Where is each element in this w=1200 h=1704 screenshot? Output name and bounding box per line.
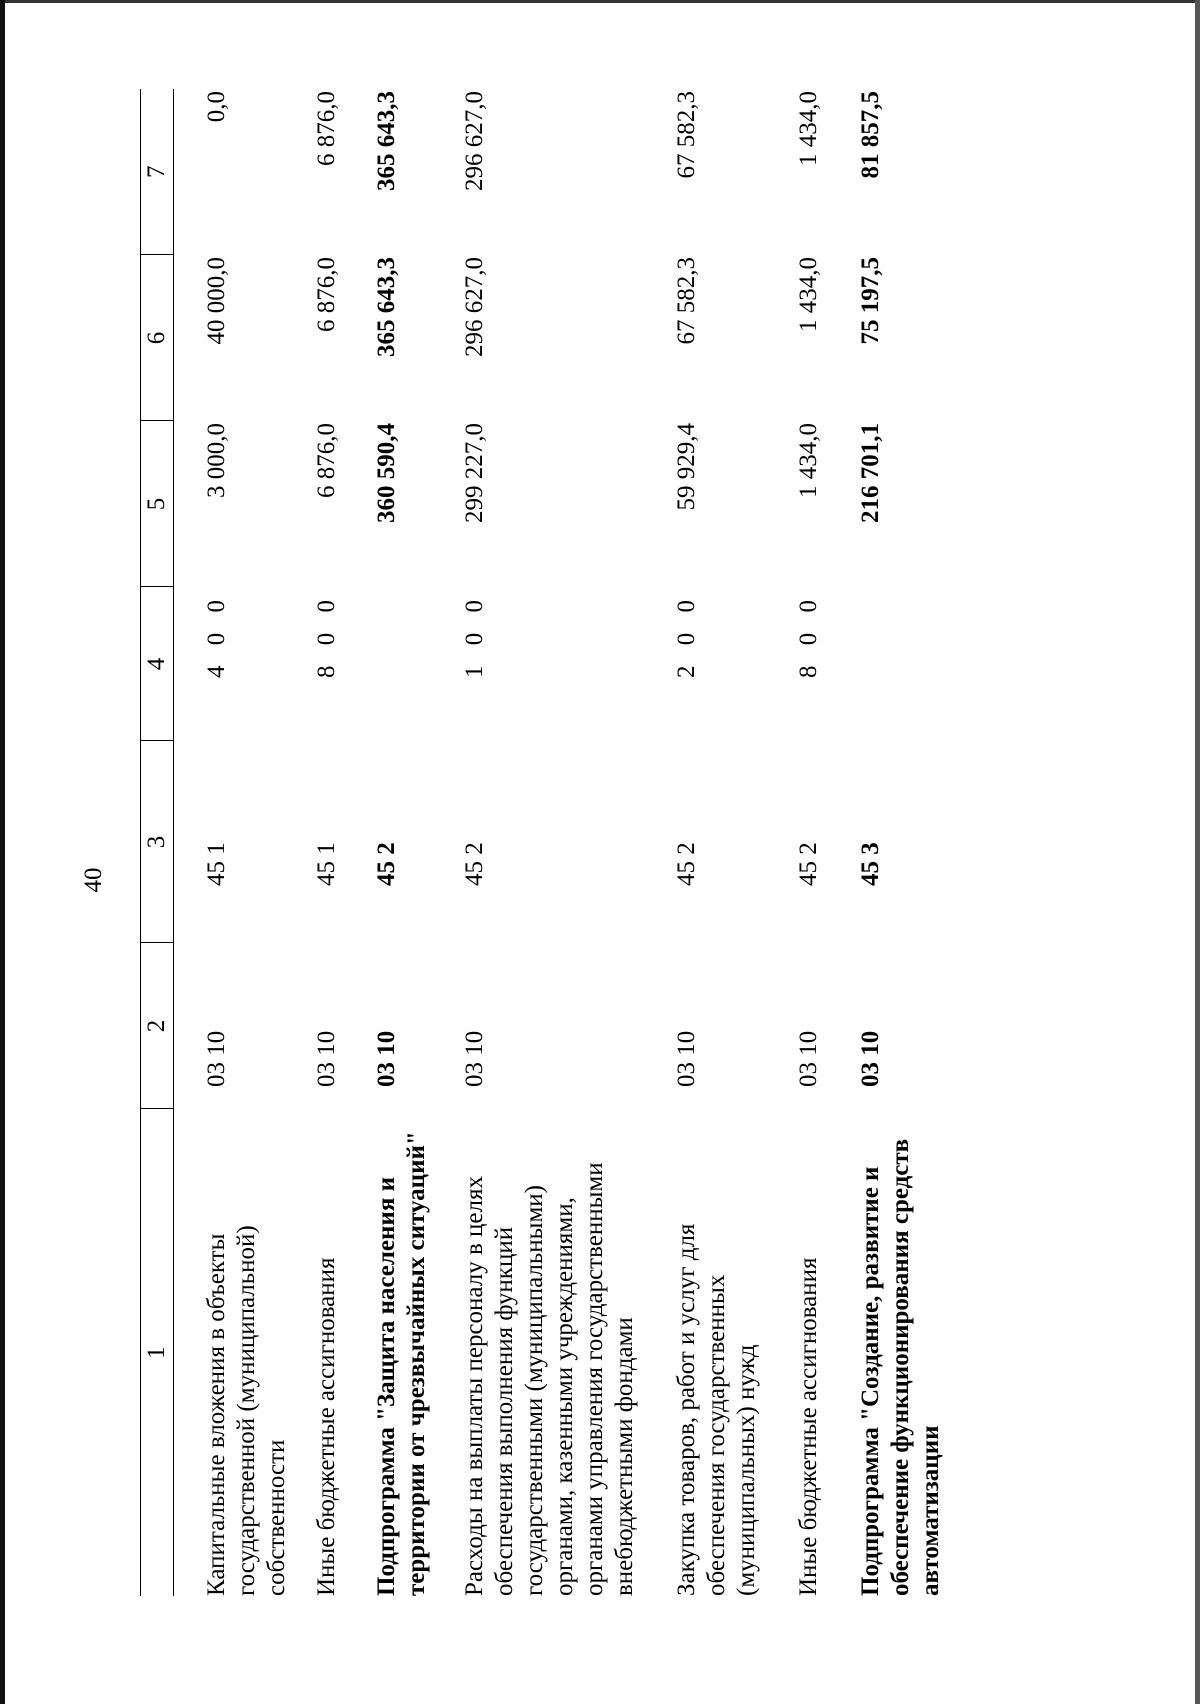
header-cell: 7 (141, 89, 174, 255)
amount-col7-cell: 81 857,5 (857, 91, 884, 179)
amount-col5-cell: 1 434,0 (795, 423, 822, 498)
table-row (672, 89, 794, 1596)
amount-col5-cell: 216 701,1 (857, 423, 884, 523)
expense-type-cell: 2 0 0 (673, 593, 700, 678)
amount-col7-cell: 365 643,3 (373, 91, 400, 191)
section-code-cell: 03 10 (461, 1030, 488, 1087)
amount-col6-cell: 296 627,0 (461, 257, 488, 357)
program-code-cell: 45 2 (795, 842, 822, 886)
amount-col7-cell: 0,0 (203, 91, 230, 123)
program-code-cell: 45 3 (857, 842, 884, 886)
amount-col6-cell: 40 000,0 (203, 257, 230, 345)
table-row (460, 89, 672, 1596)
section-code-cell: 03 10 (373, 1030, 400, 1087)
expense-type-cell (372, 587, 460, 741)
section-code-cell: 03 10 (795, 1030, 822, 1087)
budget-table (140, 89, 946, 1596)
amount-col5-cell: 360 590,4 (373, 423, 400, 523)
table-row (174, 89, 313, 1596)
program-code-cell: 45 2 (373, 842, 400, 886)
page-number: 40 (80, 867, 107, 893)
table-row (312, 89, 372, 1596)
amount-col5-cell: 299 227,0 (461, 423, 488, 523)
program-code-cell: 45 2 (461, 842, 488, 886)
program-code-cell: 45 1 (203, 842, 230, 886)
section-code-cell: 03 10 (673, 1030, 700, 1087)
row-name-cell: Подпрограмма "Создание, развитие и обеспечение функционирования средств автоматизации (857, 1138, 944, 1596)
amount-col6-cell: 365 643,3 (373, 257, 400, 357)
row-name-cell: Иные бюджетные ассигнования (795, 1257, 822, 1596)
expense-type-cell: 8 0 0 (313, 593, 340, 678)
amount-col5-cell: 59 929,4 (673, 423, 700, 511)
table-row (856, 89, 946, 1596)
row-name-cell: Капитальные вложения в объекты государственной (муниципальной) собственности (203, 1225, 290, 1596)
row-name-cell: Иные бюджетные ассигнования (313, 1257, 340, 1596)
header-row (141, 89, 174, 1596)
row-name-cell: Подпрограмма "Защита населения и территории от чрезвычайных ситуаций" (373, 1131, 430, 1596)
header-cell: 6 (141, 255, 174, 421)
amount-col7-cell: 67 582,3 (673, 91, 700, 179)
amount-col6-cell: 75 197,5 (857, 257, 884, 345)
section-code-cell: 03 10 (203, 1030, 230, 1087)
header-cell: 1 (141, 1109, 174, 1596)
table-body (174, 89, 947, 1596)
section-code-cell: 03 10 (313, 1030, 340, 1087)
table-row (794, 89, 856, 1596)
expense-type-cell: 4 0 0 (203, 593, 230, 678)
amount-col7-cell: 1 434,0 (795, 91, 822, 166)
header-cell: 3 (141, 741, 174, 943)
amount-col6-cell: 67 582,3 (673, 257, 700, 345)
program-code-cell: 45 2 (673, 842, 700, 886)
table-row (372, 89, 460, 1596)
expense-type-cell (856, 587, 946, 741)
section-code-cell: 03 10 (857, 1030, 884, 1087)
row-name-cell: Закупка товаров, работ и услуг для обеспечения государственных (муниципальных) нужд (673, 1223, 760, 1596)
amount-col7-cell: 6 876,0 (313, 91, 340, 166)
amount-col6-cell: 1 434,0 (795, 257, 822, 332)
amount-col5-cell: 6 876,0 (313, 423, 340, 498)
header-cell: 4 (141, 587, 174, 741)
amount-col5-cell: 3 000,0 (203, 423, 230, 498)
program-code-cell: 45 1 (313, 842, 340, 886)
header-cell: 2 (141, 943, 174, 1109)
amount-col6-cell: 6 876,0 (313, 257, 340, 332)
amount-col7-cell: 296 627,0 (461, 91, 488, 191)
header-cell: 5 (141, 421, 174, 587)
row-name-cell: Расходы на выплаты персоналу в целях обеспечения выполнения функций государственными (муниципальными) органами, казенными учреждениями, органами управления государственными внебюджетными фондами (461, 1162, 638, 1596)
expense-type-cell: 1 0 0 (461, 593, 488, 678)
expense-type-cell: 8 0 0 (795, 593, 822, 678)
